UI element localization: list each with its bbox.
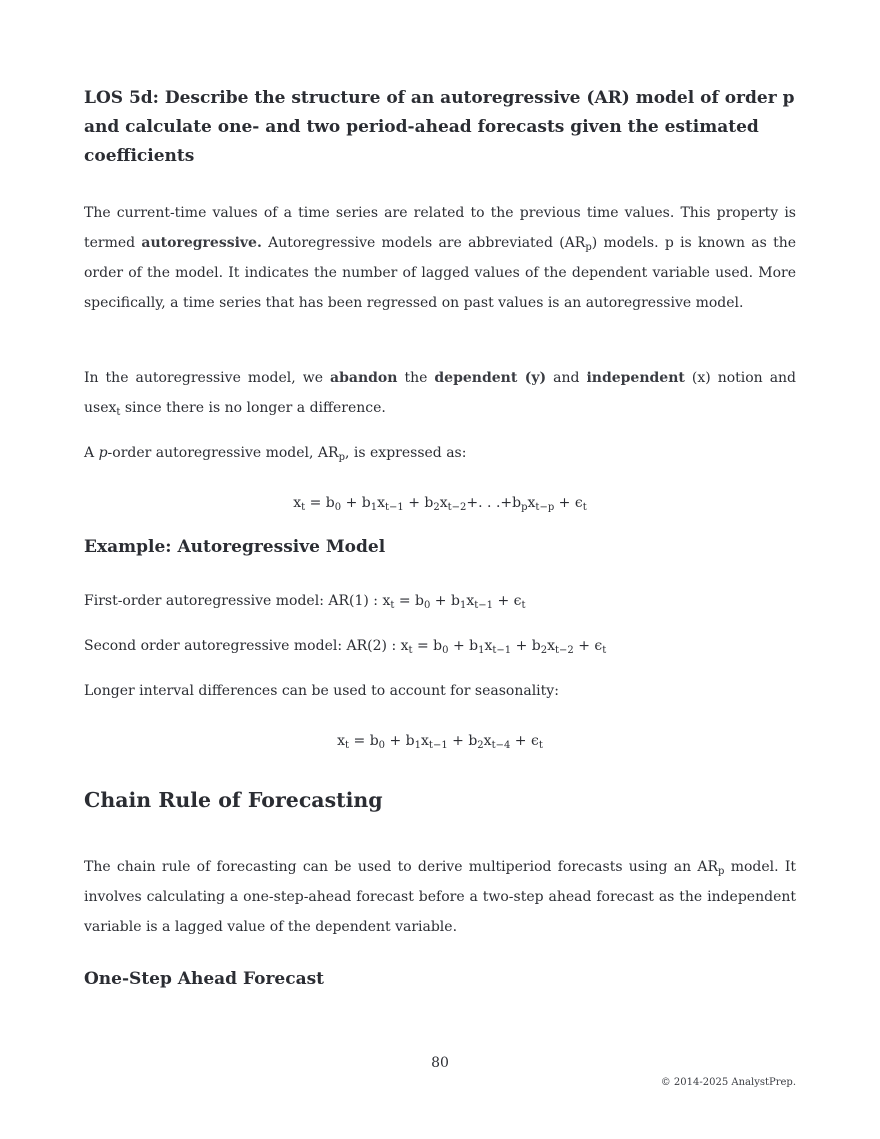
chain-rule-paragraph: The chain rule of forecasting can be used to derive multiperiod forecasts using an $AR_p$ model. It involves calculating a one-step-ahead forecast before a two-step ahead forecast as the independent variable is a lagged value of the dependent variable. [84, 859, 797, 935]
seasonality-text: Longer interval differences can be used to account for seasonality: [84, 683, 559, 699]
intro-paragraph: The current-time values of a time series are related to the previous time values. This property is termed autoregressive. Autoregressive models are abbreviated $(AR_p)$ models. p is known as the order of the model. It indicates the number of lagged values of the dependent variable used. More specifically, a time series that has been regressed on past values is an autoregressive model. [84, 205, 796, 311]
los-heading: LOS 5d: Describe the structure of an autoregressive (AR) model of order p and calculate one- and two period-ahead forecasts given the estimated coefficients [84, 88, 795, 166]
copyright-notice: © 2014-2025 AnalystPrep. [660, 1077, 796, 1088]
chain-rule-heading: Chain Rule of Forecasting [84, 788, 383, 812]
expression-intro: A p-order autoregressive model, $AR_p$, is expressed as: [84, 445, 467, 463]
example-heading: Example: Autoregressive Model [84, 537, 386, 557]
ar1-model-line: First-order autoregressive model: AR(1) : $x_t = b_0 + b_1x_{t-1} + \epsilon_t$ [84, 593, 526, 611]
notion-paragraph: In the autoregressive model, we abandon the dependent (y) and independent (x) notion and usex$_t$ since there is no longer a difference. [84, 370, 797, 418]
seasonal-equation: $x_t = b_0 + b_1x_{t-1} + b_2x_{t-4} + \epsilon_t$ [337, 733, 543, 751]
ar2-model-line: Second order autoregressive model: AR(2) : $x_t = b_0 + b_1x_{t-1} + b_2x_{t-2} + \epsilon_t$ [84, 638, 607, 656]
term-autoregressive: autoregressive. [141, 235, 262, 251]
page-number: 80 [431, 1055, 449, 1071]
ar-p-equation: $x_t = b_0 + b_1x_{t-1} + b_2x_{t-2}+$. . $.+b_px_{t-p} + \epsilon_t$ [293, 495, 587, 513]
one-step-heading: One-Step Ahead Forecast [84, 969, 325, 989]
